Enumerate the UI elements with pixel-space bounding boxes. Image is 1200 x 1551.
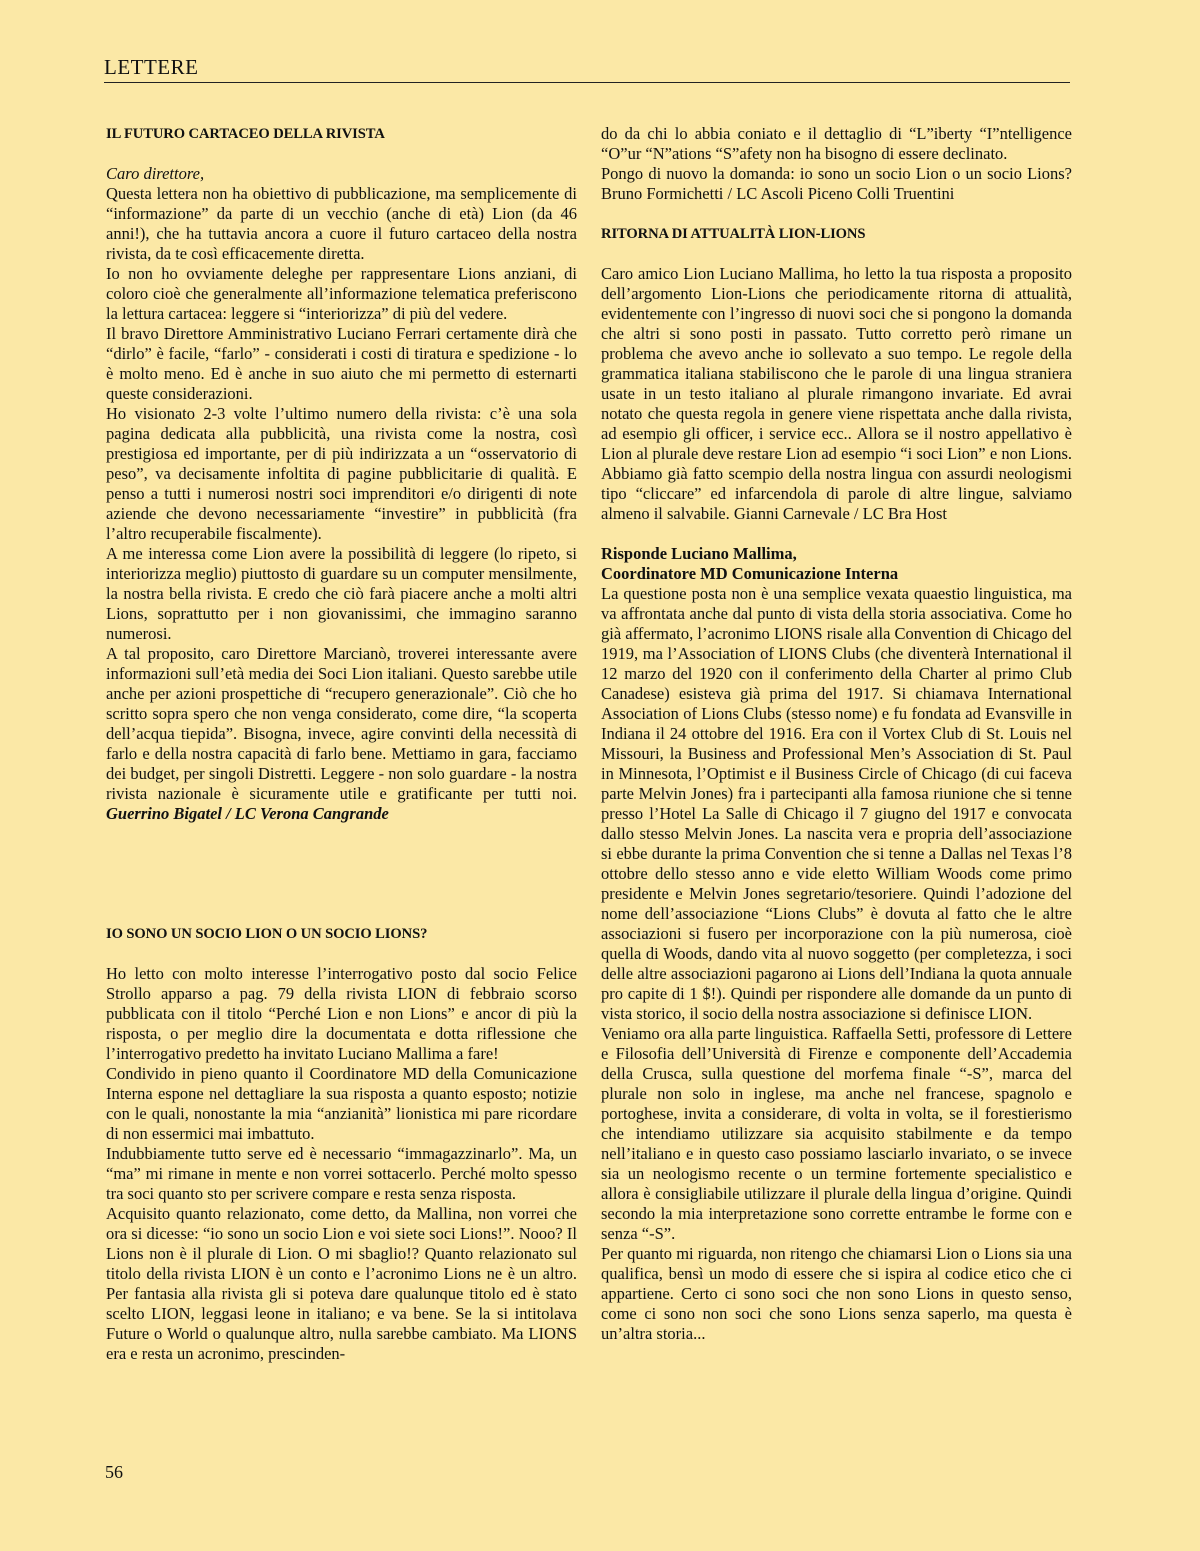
letter1-salutation: Caro direttore, (106, 164, 205, 183)
letter2-paragraph-continued: do da chi lo abbia coniato e il dettaglio di “L”iberty “I”ntelligence “O”ur “N”ations “S”afety non ha bisogno di essere declinato. (601, 124, 1072, 163)
left-column (106, 124, 577, 1364)
reply-heading-name: Risponde Luciano Mallima, (601, 544, 797, 563)
letter2-paragraph: Condivido in pieno quanto il Coordinatore MD della Comunicazione Interna espone nel dettagliare la sua risposta a quanto esposto; notizie con le quali, nonostante la mia “anzianità” lionistica mi pare ricordare di non essermici mai imbattuto. (106, 1064, 577, 1143)
letter2-paragraph: Pongo di nuovo la domanda: io sono un socio Lion o un socio Lions? Bruno Formichetti / LC Ascoli Piceno Colli Truentini (601, 164, 1072, 203)
reply-paragraph: Per quanto mi riguarda, non ritengo che chiamarsi Lion o Lions sia una qualifica, bensì un modo di essere che si ispira al codice etico che ci appartiene. Certo ci sono soci che non sono Lions in questo senso, come ci sono non soci che sono Lions senza saperlo, ma questa è un’altra storia... (601, 1244, 1072, 1343)
reply-heading-role: Coordinatore MD Comunicazione Interna (601, 564, 899, 583)
letter1-paragraph-last (106, 644, 577, 824)
letter1-paragraph: Questa lettera non ha obiettivo di pubblicazione, ma semplicemente di “informazione” da parte di un vecchio (anche di età) Lion (da 46 anni!), che ha tuttavia ancora a cuore il futuro cartaceo della nostra rivista, da te così efficacemente diretta. (106, 184, 577, 263)
right-column (601, 124, 1072, 1344)
letter1-signature: Guerrino Bigatel / LC Verona Cangrande (106, 804, 389, 823)
page-header (104, 52, 1070, 83)
page-number: 56 (105, 1462, 123, 1482)
letter1-paragraph: Ho visionato 2-3 volte l’ultimo numero della rivista: c’è una sola pagina dedicata alla pubblicità, una rivista come la nostra, così prestigiosa ed importante, per di più indirizzata a un “osservatorio di peso”, va decisamente infoltita di pagine pubblicitarie di qualità. E penso a tutti i numerosi nostri soci imprenditori e/o dirigenti di note aziende che devono necessariamente “investire” in pubblicità (fra l’altro recuperabile fiscalmente). (106, 404, 577, 543)
letter1-paragraph: Il bravo Direttore Amministrativo Luciano Ferrari certamente dirà che “dirlo” è facile, “farlo” - considerati i costi di tiratura e spedizione - lo è molto meno. Ed è anche in suo aiuto che mi permetto di esternarti queste considerazioni. (106, 324, 577, 403)
letter1-text: A tal proposito, caro Direttore Marcianò, troverei interessante avere informazioni sull’età media dei Soci Lion italiani. Questo sarebbe utile anche per azioni prospettiche di “recupero generazionale”. Ciò che ho scritto sopra spero che non venga considerato, come dire, “la scoperta dell’acqua tiepida”. Bisogna, invece, agire convinti della necessità di farlo e della nostra capacità di farlo bene. Mettiamo in gara, facciamo dei budget, per singoli Distretti. Leggere - non solo guardare - la nostra rivista nazionale è sicuramente utile e gratificante per tutti noi. (106, 644, 577, 803)
letter1-paragraph: Io non ho ovviamente deleghe per rappresentare Lions anziani, di coloro cioè che generalmente all’informazione telematica preferiscono la lettura cartacea: leggere si “interiorizza” di più del vedere. (106, 264, 577, 323)
reply-paragraph: La questione posta non è una semplice vexata quaestio linguistica, ma va affrontata anche dal punto di vista della storia associativa. Come ho già affermato, l’acronimo LIONS risale alla Convention di Chicago del 1919, ma l’Association of LIONS Clubs (che diventerà International il 12 marzo del 1920 con il conferimento della Charter al primo Club Canadese) esisteva già prima del 1917. Si chiamava International Association of Lions Clubs (stesso nome) e fu fondata ad Evansville in Indiana il 24 ottobre del 1916. Era con il Vortex Club di St. Louis nel Missouri, la Business and Professional Men’s Association di St. Paul in Minnesota, l’Optimist e il Business Circle of Chicago (di cui faceva parte Melvin Jones) fra i partecipanti alla famosa riunione che si tenne presso l’Hotel La Salle di Chicago il 7 giugno del 1917 e convocata dallo stesso Melvin Jones. La nascita vera e propria dell’associazione si ebbe durante la prima Convention che si tenne a Dallas nel Texas l’8 ottobre dello stesso anno e vide eletto William Woods come primo presidente e Melvin Jones segretario/tesoriere. Quindi l’adozione del nome dell’associazione “Lions Clubs” è dovuta al fatto che le altre associazioni si fusero per incorporazione con la più numerosa, cioè quella di Woods, dando vita al nuovo soggetto (per completezza, i soci delle altre associazioni pagarono ai Lions dell’Indiana la quota annuale pro capite di 1 $!). Quindi per rispondere alle domande da un punto di vista storico, il socio della nostra associazione si definisce LION. (601, 584, 1072, 1023)
section-title: LETTERE (104, 55, 199, 79)
letter3-title: RITORNA DI ATTUALITÀ LION-LIONS (601, 226, 866, 242)
letter3-paragraph: Caro amico Lion Luciano Mallima, ho letto la tua risposta a proposito dell’argomento Lion-Lions che periodicamente ritorna di attualità, evidentemente con l’ingresso di nuovi soci che si pongono la domanda che altri si sono posti in passato. Tutto corretto però rimane un problema che avevo anche io sollevato a suo tempo. Le regole della grammatica italiana stabiliscono che le parole di una lingua straniera usate in un testo italiano al plurale rimangono invariate. Ed avrai notato che questa regola in genere viene rispettata anche dalla rivista, ad esempio gli officer, i service ecc.. Allora se il nostro appellativo è Lion al plurale deve restare Lion ad esempio “i soci Lion” e non Lions. Abbiamo già fatto scempio della nostra lingua con assurdi neologismi tipo “cliccare” ed infarcendola di parole di altre lingue, salviamo almeno il salvabile. Gianni Carnevale / LC Bra Host (601, 264, 1072, 523)
letter2-paragraph-split: Acquisito quanto relazionato, come detto, da Mallina, non vorrei che ora si dicesse: “io sono un socio Lion e voi siete soci Lions!”. Nooo? Il Lions non è il plurale di Lion. O mi sbaglio!? Quanto relazionato sul titolo della rivista LION è un conto e l’acronimo Lions ne è un altro. Per fantasia alla rivista gli si poteva dare qualunque titolo ed è stato scelto LION, leggasi leone in italiano; e va bene. Se la si intitolava Future o World o qualunque altro, nulla sarebbe cambiato. Ma LIONS era e resta un acronimo, prescinden- (106, 1204, 577, 1363)
letter1-paragraph: A me interessa come Lion avere la possibilità di leggere (lo ripeto, si interiorizza meglio) piuttosto di guardare su un computer mensilmente, la nostra bella rivista. E credo che ciò farà piacere anche a molti altri Lions, soprattutto per i non giovanissimi, che immagino saranno numerosi. (106, 544, 577, 643)
reply-paragraph: Veniamo ora alla parte linguistica. Raffaella Setti, professore di Lettere e Filosofia dell’Università di Firenze e componente dell’Accademia della Crusca, sulla questione del morfema finale “-S”, marca del plurale non solo in inglese, ma anche nel francese, spagnolo e portoghese, invita a considerare, di volta in volta, se il forestierismo che intendiamo utilizzare sia acquisito stabilmente e da tempo nell’italiano e in questo caso possiamo lasciarlo invariato, o se invece sia un neologismo recente o un termine fortemente specialistico e allora è consigliabile utilizzare il plurale della lingua d’origine. Quindi secondo la mia interpretazione sono corrette entrambe le forme con e senza “-S”. (601, 1024, 1072, 1243)
letter1-title: IL FUTURO CARTACEO DELLA RIVISTA (106, 126, 385, 142)
letter2-paragraph: Ho letto con molto interesse l’interrogativo posto dal socio Felice Strollo apparso a pag. 79 della rivista LION di febbraio scorso pubblicata con il titolo “Perché Lion e non Lions” e ancor di più la risposta, o per meglio dire la documentata e dotta riflessione che l’interrogativo predetto ha invitato Luciano Mallima a fare! (106, 964, 577, 1063)
letter2-title: IO SONO UN SOCIO LION O UN SOCIO LIONS? (106, 926, 428, 942)
letter2-paragraph: Indubbiamente tutto serve ed è necessario “immagazzinarlo”. Ma, un “ma” mi rimane in mente e non vorrei sottacerlo. Perché molto spesso tra soci quanto sto per scrivere compare e resta senza risposta. (106, 1144, 577, 1203)
